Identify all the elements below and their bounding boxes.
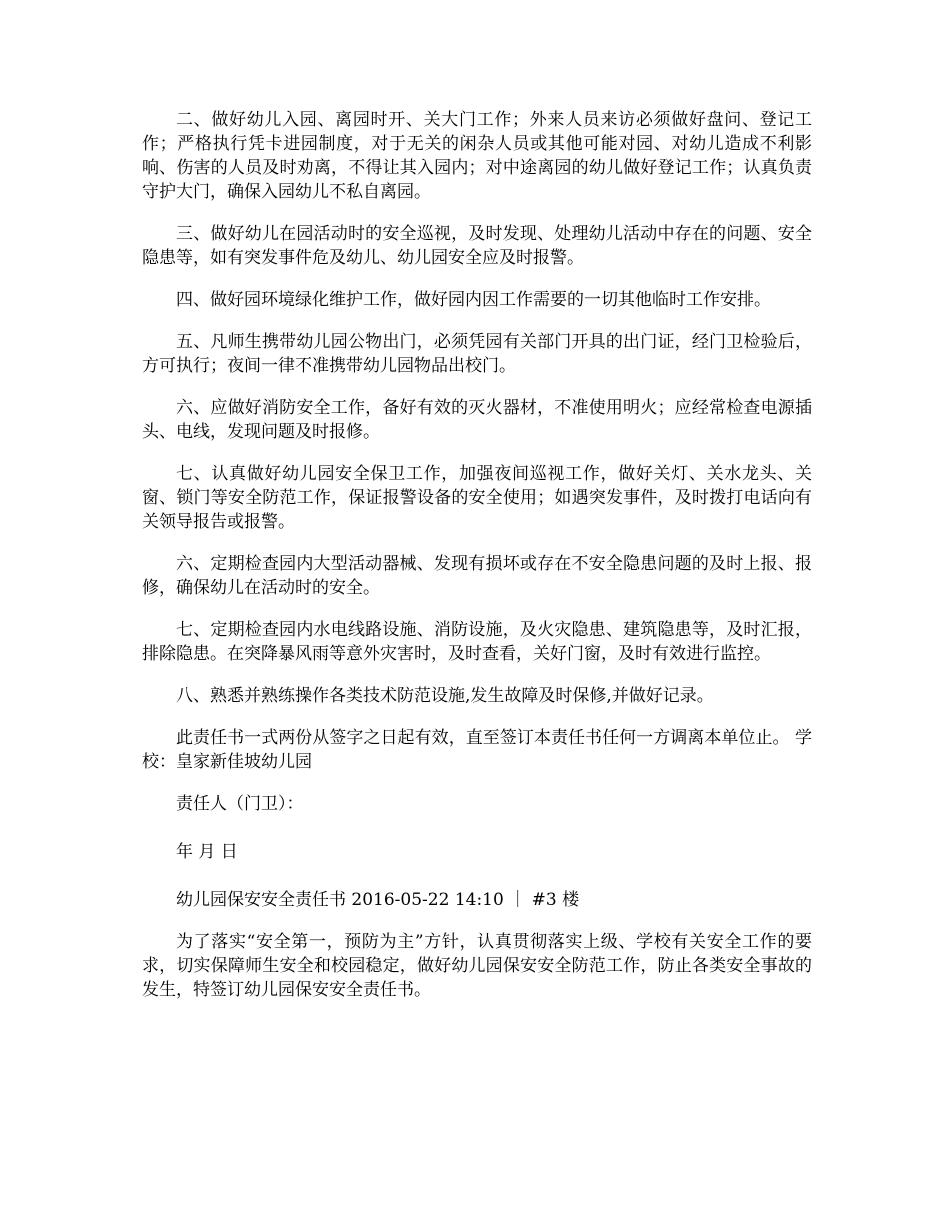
- signature-responsible-person: 责任人（门卫）：: [176, 794, 304, 814]
- paragraph-facility-check: 七、定期检查园内水电线路设施、消防设施，及火灾隐患、建筑隐患等，及时汇报，排除隐患。在突降暴风雨等意外灾害时，及时查看，关好门窗，及时有效进行监控。: [142, 620, 812, 664]
- paragraph-equipment-check: 六、定期检查园内大型活动器械、发现有损坏或存在不安全隐患问题的及时上报、报修，确保幼儿在活动时的安全。: [142, 554, 812, 598]
- document-body: [142, 108, 812, 1020]
- paragraph-tech-devices: 八、熟悉并熟练操作各类技术防范设施,发生故障及时保修,并做好记录。: [176, 686, 714, 706]
- paragraph-security-night: 七、认真做好幼儿园安全保卫工作，加强夜间巡视工作，做好关灯、关水龙头、关窗、锁门等安全防范工作，保证报警设备的安全使用；如遇突发事件，及时拨打电话向有关领导报告或报警。: [142, 464, 812, 532]
- paragraph-greening: 四、做好园环境绿化维护工作，做好园内因工作需要的一切其他临时工作安排。: [176, 290, 771, 310]
- paragraph-safety-patrol: 三、做好幼儿在园活动时的安全巡视，及时发现、处理幼儿活动中存在的问题、安全隐患等，如有突发事件危及幼儿、幼儿园安全应及时报警。: [142, 224, 812, 268]
- paragraph-gate-duty: 二、做好幼儿入园、离园时开、关大门工作；外来人员来访必须做好盘问、登记工作；严格执行凭卡进园制度，对于无关的闲杂人员或其他可能对园、对幼儿造成不利影响、伤害的人员及时劝离，不得让其入园内；对中途离园的幼儿做好登记工作；认真负责守护大门，确保入园幼儿不私自离园。: [142, 110, 812, 202]
- post-header: 幼儿园保安安全责任书 2016-05-22 14:10 ｜ #3 楼: [176, 890, 580, 910]
- paragraph-fire-safety: 六、应做好消防安全工作，备好有效的灭火器材，不准使用明火；应经常检查电源插头、电线，发现问题及时报修。: [142, 398, 812, 442]
- signature-date: 年 月 日: [176, 842, 238, 862]
- paragraph-property-exit: 五、凡师生携带幼儿园公物出门，必须凭园有关部门开具的出门证，经门卫检验后，方可执行；夜间一律不准携带幼儿园物品出校门。: [142, 332, 812, 376]
- paragraph-validity: 此责任书一式两份从签字之日起有效，直至签订本责任书任何一方调离本单位止。 学校：皇家新佳坡幼儿园: [142, 728, 812, 772]
- paragraph-intro: 为了落实“安全第一，预防为主”方针，认真贯彻落实上级、学校有关安全工作的要求，切实保障师生安全和校园稳定，做好幼儿园保安安全防范工作，防止各类安全事故的发生，特签订幼儿园保安安全责任书。: [142, 932, 812, 1000]
